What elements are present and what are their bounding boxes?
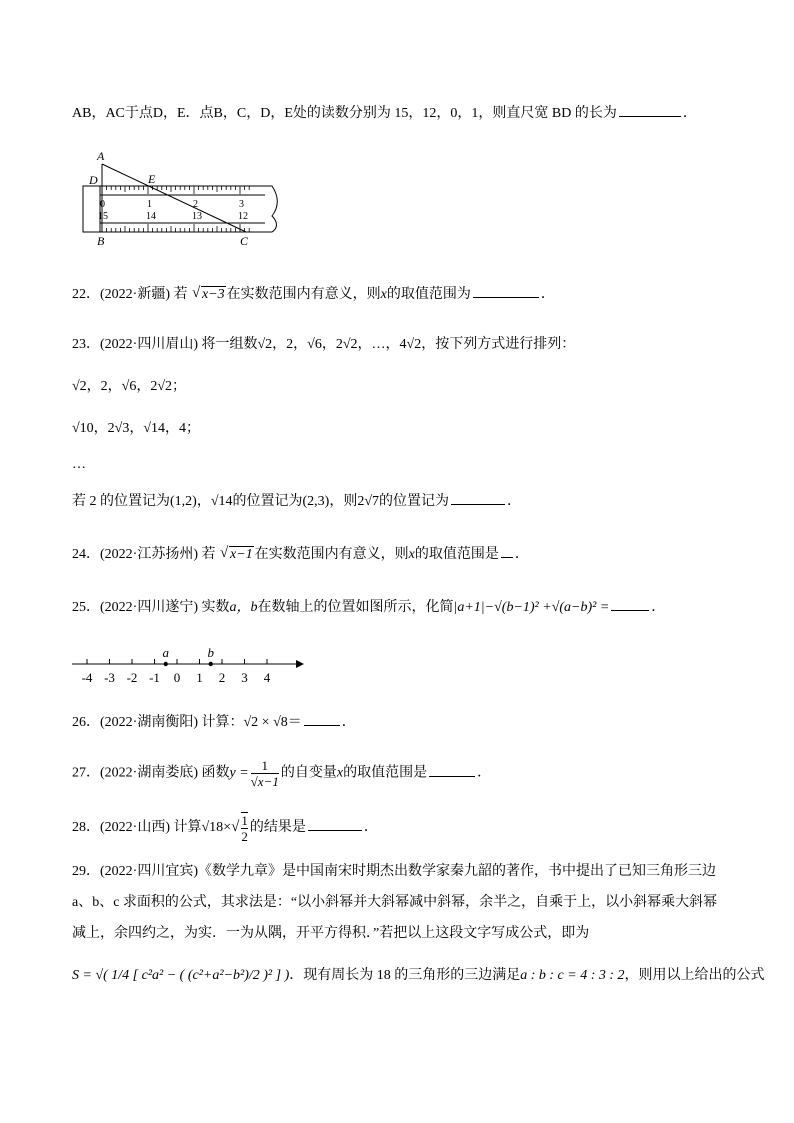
q24: 24．(2022·江苏扬州) 若 √ x−1 在实数范围内有意义，则x的取值范围是 ． [72, 543, 529, 565]
axis-tick-label: -2 [126, 670, 138, 685]
bottom-tick-15: 15 [98, 211, 108, 222]
q25-ab: a，b [229, 600, 258, 615]
q29-ratio: a : b : c = 4 : 3 : 2 [520, 968, 625, 983]
bottom-tick-14: 14 [146, 211, 156, 222]
q26: 26．(2022·湖南衡阳) 计算：√2 × √8＝ ． [72, 711, 356, 733]
label-A: A [97, 149, 105, 163]
q29-line3: 减上，余四约之，为实．一为从隅，开平方得积．”若把以上这段文字写成公式，即为 [72, 926, 590, 941]
q25-answer-blank [611, 596, 649, 611]
axis-tick-label: -3 [104, 670, 115, 685]
q29-line1: 29．(2022·四川宜宾)《数学九章》是中国南宋时期杰出数学家秦九韶的著作，书中提出了已知三角形三边 [72, 864, 716, 879]
q28-prefix: 28．(2022·山西) 计算 [72, 820, 202, 836]
q25-prefix: 25．(2022·四川遂宁) 实数 [72, 600, 230, 615]
q26-expr: √2 × √8 [243, 715, 288, 730]
axis-tick-label: 4 [263, 670, 271, 685]
q22-radical: √ x−3 [192, 285, 226, 305]
q22 [72, 283, 555, 305]
q21-text [72, 102, 697, 124]
number-line [70, 644, 310, 688]
q25: 25．(2022·四川遂宁) 实数a，b在数轴上的位置如图所示，化简|a+1|−√(b−1)² +√(a−b)² = ． [72, 596, 665, 618]
top-tick-0: 0 [100, 199, 105, 210]
q24-tail: 的取值范围是 [414, 547, 499, 562]
point-a-label: a [162, 645, 169, 660]
q23 [72, 335, 575, 355]
q29-line4: S = √( 1/4 [ c²a² − ( (c²+a²−b²)/2 )² ] )．现有周长为 18 的三角形的三边满足a : b : c = 4 : 3 : 2，则用以上给出的公式 [72, 968, 765, 983]
q27-lhs: y = [229, 765, 249, 781]
q22-prefix: 22．(2022·新疆) 若 [72, 287, 188, 302]
q28-tail: 的结果是 [249, 820, 306, 836]
label-C: C [240, 234, 249, 248]
bottom-tick-12: 12 [238, 211, 248, 222]
q22-answer-blank [473, 283, 539, 298]
q21-line: AB，AC于点D，E．点B，C，D，E处的读数分别为 15，12，0，1，则直尺宽 BD 的长为 [72, 106, 617, 121]
q28: 28．(2022·山西) 计算√18×√ $\frac{1}{2}$ 的结果是 ． [72, 813, 378, 844]
q27-prefix: 27．(2022·湖南娄底) 函数 [72, 765, 230, 781]
q23-r14: √14 [210, 494, 233, 509]
q28-fraction: $\frac{1}{2}$ [241, 813, 248, 844]
q26-answer-blank [304, 711, 340, 726]
q23-pos2: (2,3) [302, 494, 330, 509]
q27: 27．(2022·湖南娄底) 函数y = $\frac{1}{√x-1}$ 的自变量x的取值范围是 ． [72, 758, 492, 789]
q23-prefix: 23．(2022·四川眉山) 将一组数 [72, 337, 258, 352]
label-B: B [97, 234, 105, 248]
point-b-label: b [207, 645, 214, 660]
top-tick-3: 3 [239, 199, 244, 210]
point-a [164, 662, 168, 666]
q23-last: 若 2 的位置记为(1,2)，√14的位置记为(2,3)，则2√7的位置记为 ． [72, 490, 521, 512]
q25-expr: |a+1|−√(b−1)² +√(a−b)² = [453, 600, 610, 615]
line-AC [102, 164, 246, 232]
axis-arrow [296, 660, 304, 668]
q27-fraction: $\frac{1}{√x-1}$ [250, 758, 279, 789]
axis-tick-label: -4 [81, 670, 93, 685]
top-tick-1: 1 [147, 199, 152, 210]
q23-row2: √10，2√3，√14，4； [72, 421, 201, 436]
q24-mid: 在实数范围内有意义，则 [254, 547, 409, 562]
q24-prefix: 24．(2022·江苏扬州) 若 [72, 547, 216, 562]
q29-formula: S = √( 1/4 [ c²a² − ( (c²+a²−b²)/2 )² ] ) [72, 968, 290, 983]
axis-tick-label: 0 [173, 670, 181, 685]
q28-answer-blank [308, 816, 362, 831]
axis-tick-label: 3 [241, 670, 248, 685]
q22-end: ． [540, 287, 555, 302]
q27-answer-blank [429, 762, 475, 777]
q23-row3: … [72, 457, 86, 472]
q24-answer-blank [501, 543, 513, 558]
label-D: D [89, 173, 98, 187]
q27-tail: 的取值范围是 [343, 765, 428, 781]
q22-mid: 在实数范围内有意义，则 [226, 287, 381, 302]
top-tick-2: 2 [193, 199, 198, 210]
q26-prefix: 26．(2022·湖南衡阳) 计算： [72, 715, 244, 730]
axis-tick-label: 2 [218, 670, 226, 685]
q21-answer-blank [619, 102, 681, 117]
axis-tick-label: 1 [196, 670, 203, 685]
q29-line2: a、b、c 求面积的公式，其求法是：“以小斜幂并大斜幂减中斜幂，余半之，自乘于上，以小斜幂乘大斜幂 [72, 895, 718, 910]
q23-row1: √2，2，√6，2√2； [72, 379, 187, 394]
q23-seq: √2，2，√6，2√2，…，4√2 [257, 337, 422, 352]
q23-pos1: (1,2) [170, 494, 197, 509]
bottom-tick-13: 13 [192, 211, 202, 222]
q22-var: x [380, 287, 387, 302]
q23-answer-blank [451, 490, 505, 505]
label-E: E [148, 172, 156, 186]
q25-mid: 在数轴上的位置如图所示，化简 [257, 600, 454, 615]
q22-tail: 的取值范围为 [386, 287, 471, 302]
point-b [209, 662, 213, 666]
ruler-figure [80, 146, 290, 250]
q23-mid: ，按下列方式进行排列： [421, 337, 576, 352]
axis-tick-label: -1 [149, 670, 160, 685]
q23-r27: 2√7 [357, 494, 380, 509]
q21-end: ． [682, 106, 697, 121]
q24-radical: √ x−1 [220, 545, 254, 565]
q28-r18: √18 [201, 820, 224, 836]
